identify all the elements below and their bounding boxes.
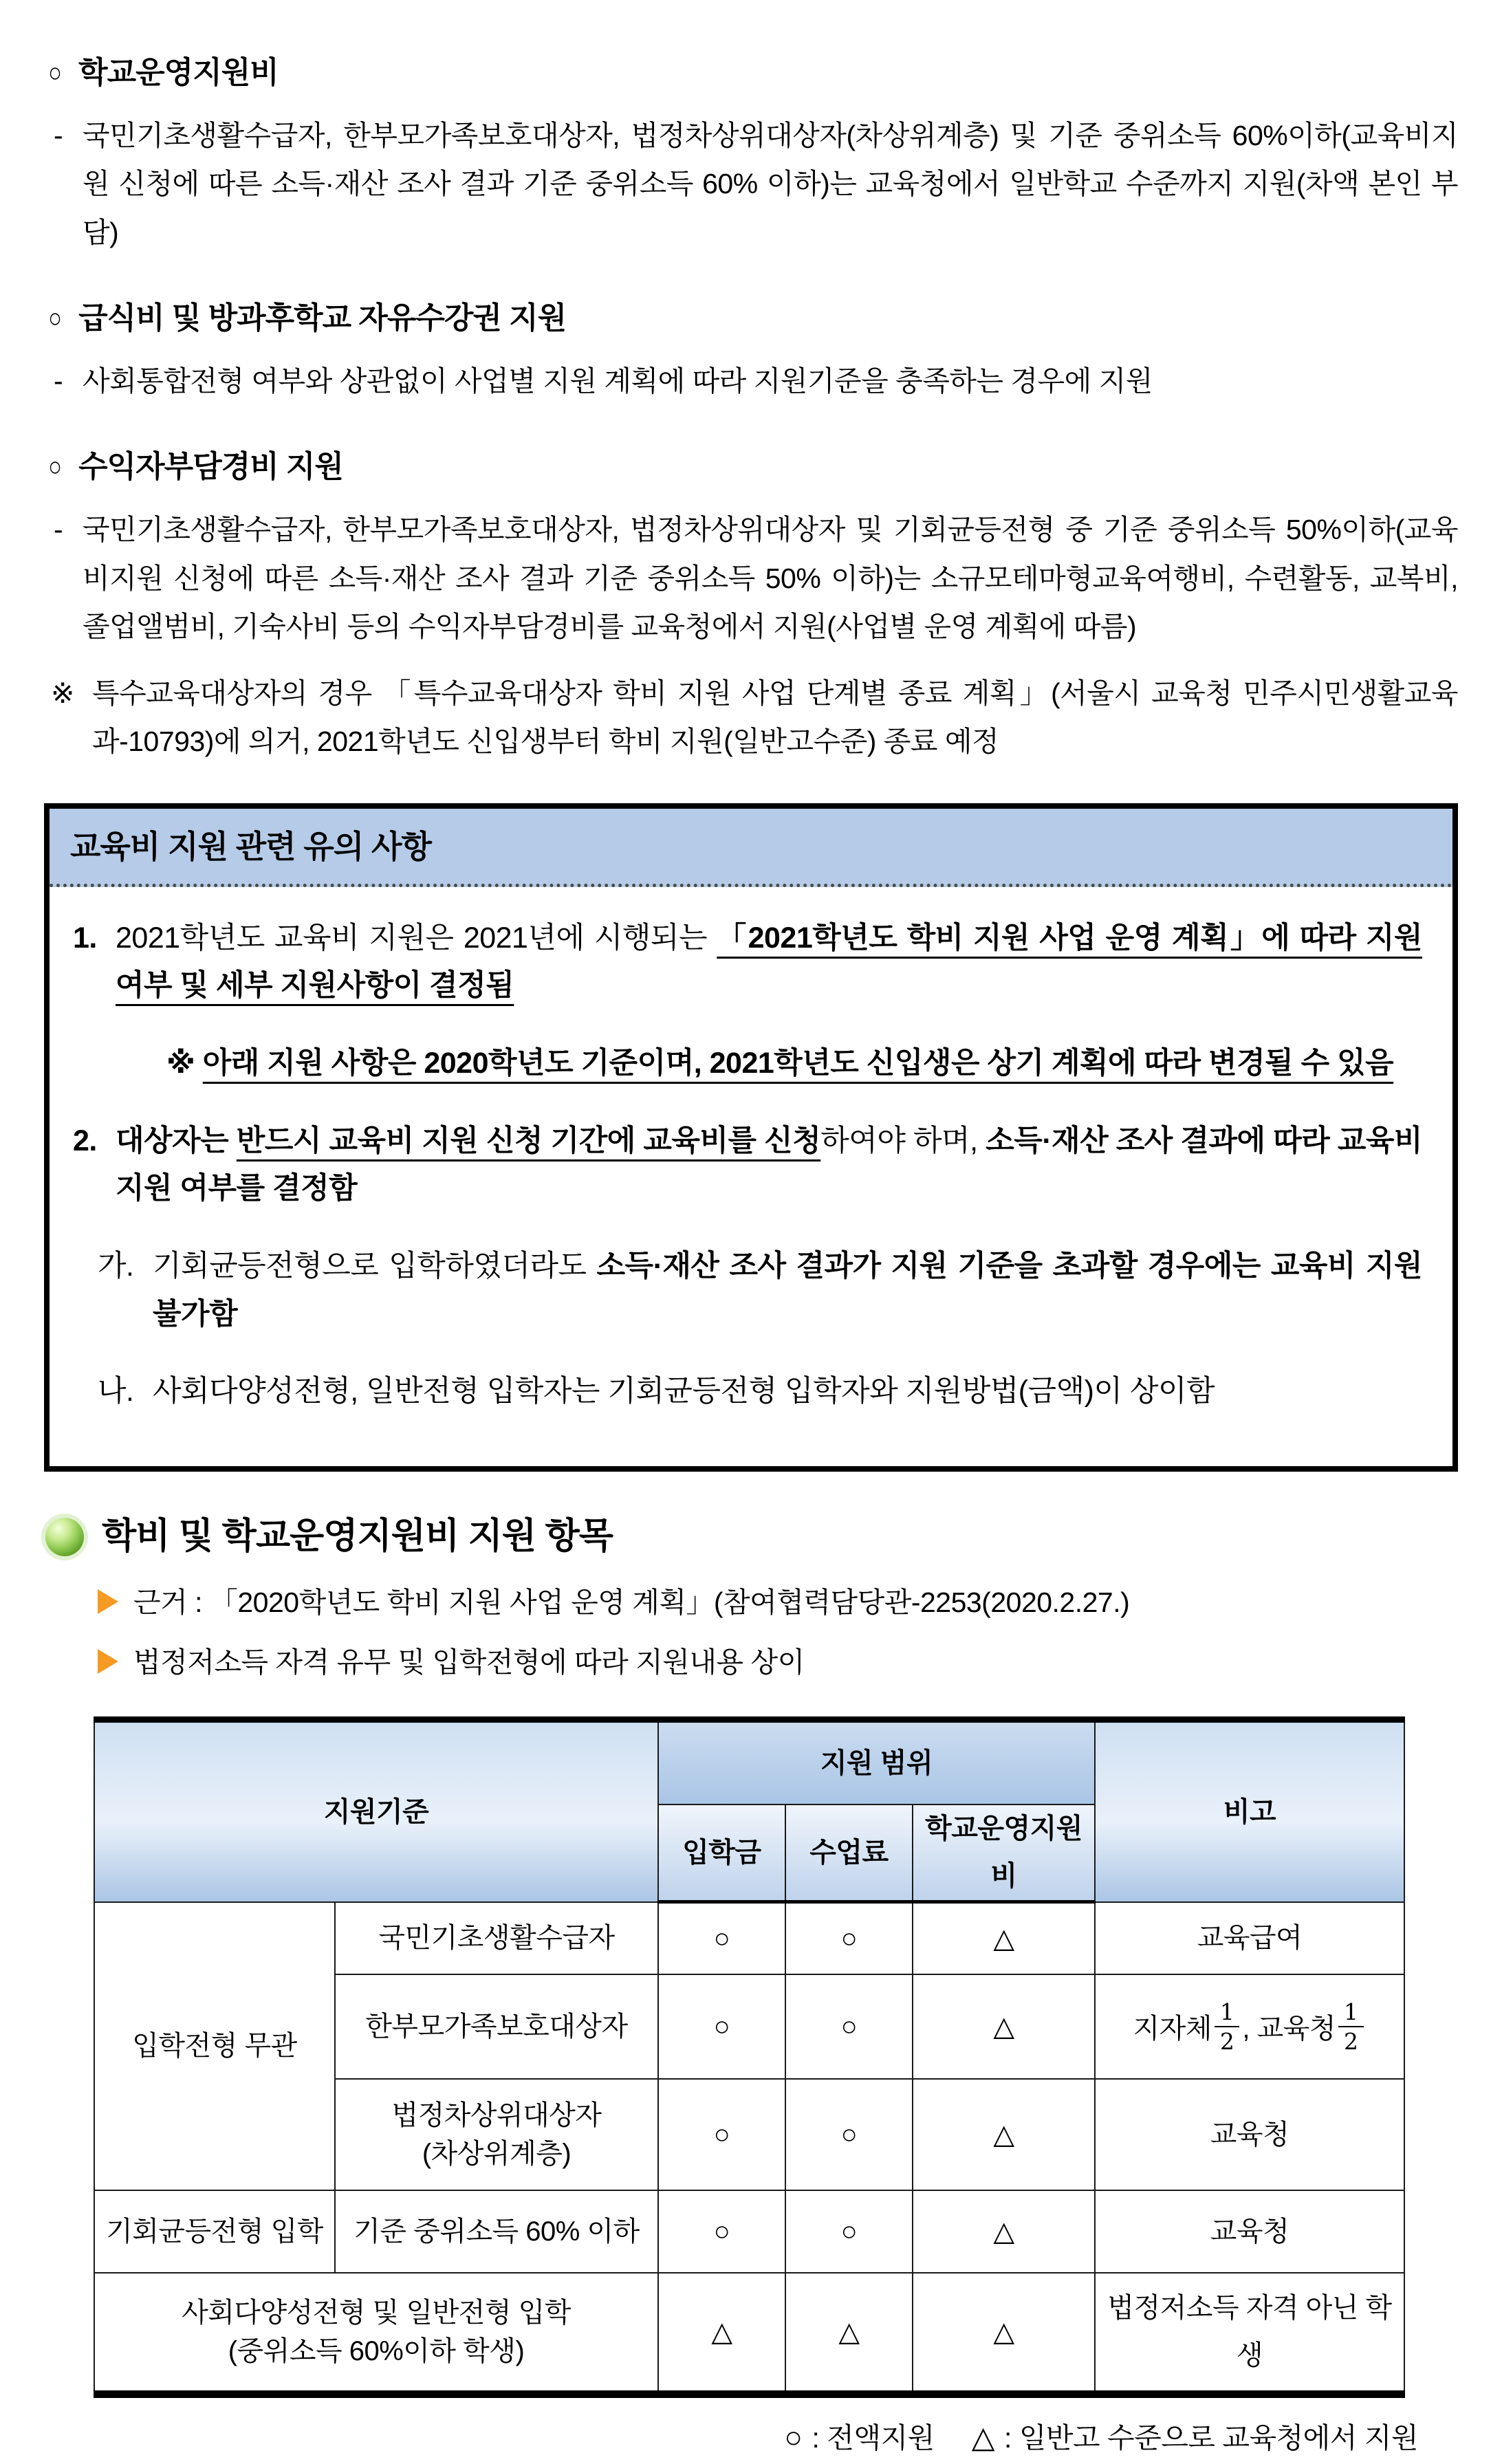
criteria-cell: 기준 중위소득 60% 이하	[335, 2190, 658, 2273]
mark-cell: ○	[658, 1902, 785, 1975]
partial-support-label: : 일반고 수준으로 교육청에서 지원	[1004, 2421, 1418, 2454]
special-education-note	[44, 669, 1458, 766]
section-title: 학교운영지원비	[78, 56, 279, 89]
mark-cell: △	[658, 2273, 785, 2395]
mark-cell: ○	[658, 2190, 785, 2273]
section-heading	[47, 441, 1458, 493]
header-criteria: 지원기준	[94, 1720, 658, 1902]
mark-cell: △	[913, 1902, 1095, 1975]
item-number: 나.	[98, 1375, 134, 1408]
table-row	[94, 1902, 1404, 1975]
full-support-symbol: ○	[784, 2421, 803, 2455]
mark-cell: ○	[785, 2190, 913, 2273]
eligibility-bullet	[98, 1638, 1458, 1687]
group-cell: 기회균등전형 입학	[94, 2190, 335, 2273]
item-number: 2.	[73, 1124, 97, 1157]
note-text: 특수교육대상자의 경우 「특수교육대상자 학비 지원 사업 단계별 종료 계획」(서울시 교육청 민주시민생활교육과-10793)에 의거, 2021학년도 신입생부터 학비 지원(일반고수준) 종료 예정	[92, 677, 1458, 758]
item-number: 1.	[73, 921, 97, 955]
mark-cell: ○	[785, 1902, 913, 1975]
mark-cell: ○	[658, 2079, 785, 2190]
criteria-cell: 한부모가족보호대상자	[335, 1974, 658, 2079]
notice-item-2-na-text: 사회다양성전형, 일반전형 입학자는 기회균등전형 입학자와 지원방법(금액)이 상이함	[153, 1375, 1215, 1408]
support-section-title: 학비 및 학교운영지원비 지원 항목	[102, 1516, 613, 1557]
support-scope-table	[94, 1716, 1405, 2398]
full-support-label: : 전액지원	[812, 2421, 935, 2454]
orange-triangle-icon	[98, 1649, 118, 1674]
notice-box-title: 교육비 지원 관련 유의 사항	[50, 809, 1452, 887]
circle-bullet-icon: ○	[48, 452, 62, 483]
section-title: 수익자부담경비 지원	[78, 450, 343, 484]
note-text: , 교육청	[1242, 2013, 1336, 2044]
notice-item-2-ga	[50, 1243, 1422, 1338]
table-row	[94, 2273, 1404, 2395]
eligibility-bullet-text: 법정저소득 자격 유무 및 입학전형에 따라 지원내용 상이	[133, 1646, 805, 1678]
mark-cell: ○	[785, 2079, 913, 2190]
section-heading	[47, 47, 1458, 99]
item-number: 가.	[98, 1250, 134, 1283]
criteria-cell: 법정차상위대상자 (차상위계층)	[335, 2079, 658, 2190]
note-cell: 교육급여	[1095, 1902, 1404, 1975]
header-note: 비고	[1095, 1720, 1404, 1902]
dash-bullet-icon: -	[54, 364, 63, 397]
mark-cell: △	[913, 2079, 1095, 2190]
note-text: 지자체	[1133, 2013, 1212, 2044]
header-entrance-fee: 입학금	[658, 1805, 785, 1901]
orange-triangle-icon	[98, 1589, 118, 1614]
mark-cell: △	[913, 1974, 1095, 2079]
section-beneficiary-expense	[44, 441, 1458, 651]
section-paragraph	[44, 111, 1458, 257]
group-cell: 입학전형 무관	[94, 1902, 335, 2191]
section-heading	[47, 292, 1458, 345]
note-cell: 교육청	[1095, 2190, 1404, 2273]
note-cell-fraction	[1095, 1974, 1404, 2079]
section-paragraph	[44, 357, 1458, 406]
note-cell: 교육청	[1095, 2079, 1404, 2190]
notice-item-1	[50, 915, 1422, 1010]
notice-item-2	[50, 1117, 1422, 1213]
header-school-operation-fee: 학교운영지원비	[913, 1805, 1095, 1901]
section-paragraph	[44, 505, 1458, 651]
note-cell: 법정저소득 자격 아닌 학생	[1095, 2273, 1404, 2395]
dash-bullet-icon: -	[54, 514, 63, 546]
mark-cell: △	[913, 2273, 1095, 2395]
basis-bullet-text: 근거 : 「2020학년도 학비 지원 사업 운영 계획」(참여협력담당관-2253(2020.2.27.)	[133, 1587, 1130, 1619]
header-scope: 지원 범위	[658, 1720, 1095, 1805]
section-title: 급식비 및 방과후학교 자유수강권 지원	[78, 301, 567, 336]
one-half-fraction: $\frac{1}{2}$	[1215, 2000, 1240, 2053]
mark-cell: ○	[785, 1974, 913, 2079]
notice-box	[44, 803, 1458, 1472]
notice-item-1-text: 2021학년도 교육비 지원은 2021년에 시행되는 「2021학년도 학비 지원 사업 운영 계획」에 따라 지원 여부 및 세부 지원사항이 결정됨	[116, 921, 1422, 1003]
header-tuition: 수업료	[785, 1805, 913, 1901]
section-school-operation-fee	[44, 47, 1458, 257]
notice-item-1-note: ※ 아래 지원 사항은 2020학년도 기준이며, 2021학년도 신입생은 상기 계획에 따라 변경될 수 있음	[166, 1047, 1394, 1080]
one-half-fraction: $\frac{1}{2}$	[1338, 2000, 1364, 2053]
notice-box-body	[50, 887, 1452, 1466]
mark-cell: △	[785, 2273, 913, 2395]
partial-support-symbol: △	[971, 2421, 995, 2455]
criteria-cell: 사회다양성전형 및 일반전형 입학 (중위소득 60%이하 학생)	[94, 2273, 658, 2395]
table-row	[94, 2190, 1404, 2273]
table-header-row-1	[94, 1720, 1404, 1805]
notice-item-2-text: 대상자는 반드시 교육비 지원 신청 기간에 교육비를 신청하여야 하며, 소득·재산 조사 결과에 따라 교육비 지원 여부를 결정함	[116, 1124, 1423, 1206]
section-meal-afterschool	[44, 292, 1458, 405]
paragraph-text: 국민기초생활수급자, 한부모가족보호대상자, 법정차상위대상자 및 기회균등전형 중 기준 중위소득 50%이하(교육비지원 신청에 따른 소득·재산 조사 결과 기준 중위소득 50% 이하)는 소규모테마형교육여행비, 수련활동, 교복비, 졸업앨범비, 기숙사비 등의 수익자부담경비를 교육청에서 지원(사업별 운영 계획에 따름)	[83, 514, 1458, 643]
dash-bullet-icon: -	[54, 119, 63, 151]
support-section-heading	[45, 1506, 1458, 1567]
circle-bullet-icon: ○	[48, 57, 62, 88]
basis-bullet	[98, 1578, 1458, 1627]
criteria-cell: 국민기초생활수급자	[335, 1902, 658, 1975]
notice-item-2-na	[50, 1368, 1422, 1416]
paragraph-text: 사회통합전형 여부와 상관없이 사업별 지원 계획에 따라 지원기준을 충족하는 경우에 지원	[83, 364, 1153, 397]
reference-mark-icon: ※	[51, 677, 74, 709]
notice-item-2-ga-text: 기회균등전형으로 입학하였더라도 소득·재산 조사 결과가 지원 기준을 초과할 경우에는 교육비 지원 불가함	[153, 1250, 1422, 1331]
green-gem-icon	[45, 1518, 84, 1556]
mark-cell: ○	[658, 1974, 785, 2079]
table-legend	[44, 2412, 1418, 2464]
circle-bullet-icon: ○	[48, 303, 62, 334]
paragraph-text: 국민기초생활수급자, 한부모가족보호대상자, 법정차상위대상자(차상위계층) 및 기준 중위소득 60%이하(교육비지원 신청에 따른 소득·재산 조사 결과 기준 중위소득 60% 이하)는 교육청에서 일반학교 수준까지 지원(차액 본인 부담)	[83, 119, 1458, 248]
mark-cell: △	[913, 2190, 1095, 2273]
